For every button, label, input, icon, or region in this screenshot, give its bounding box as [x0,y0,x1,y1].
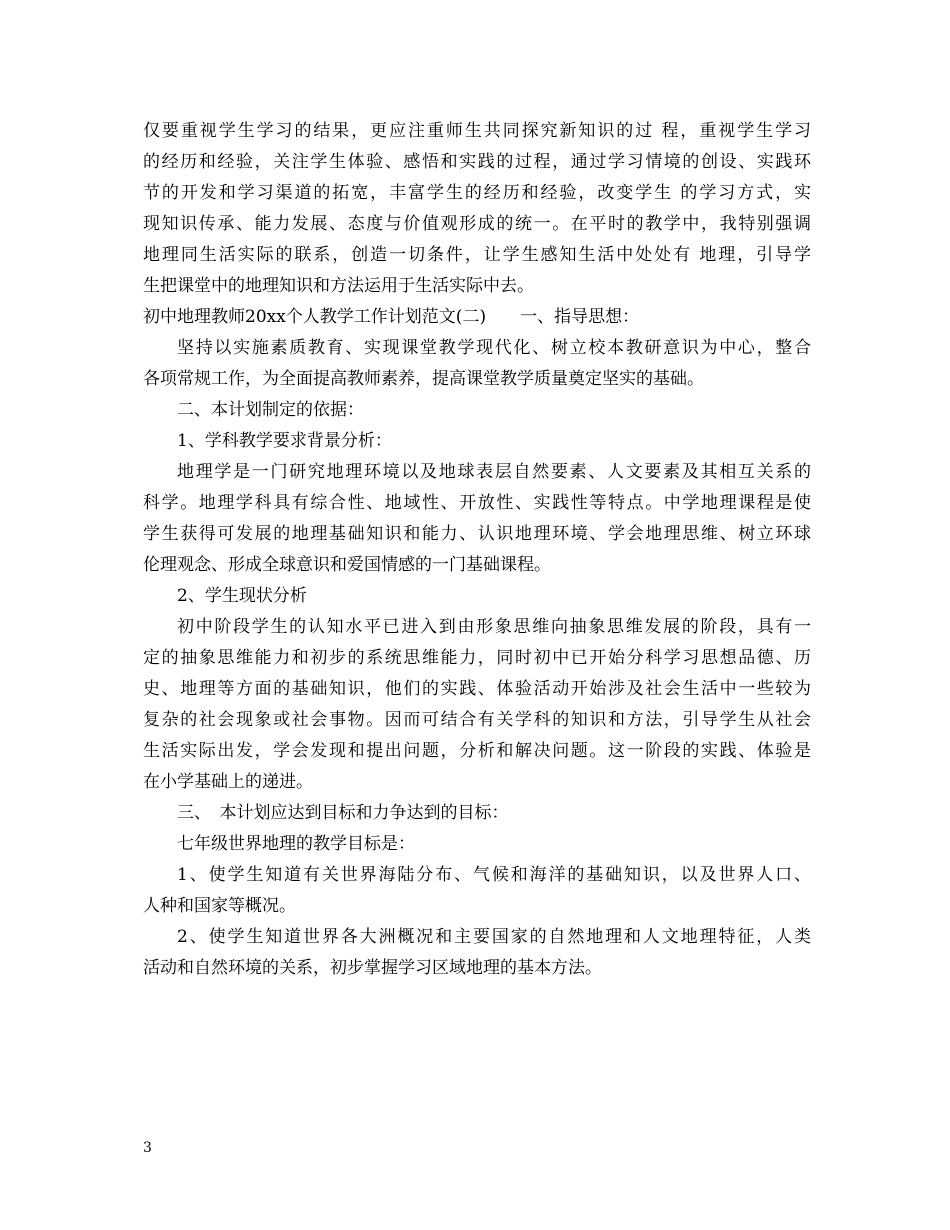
text-line: 定的抽象思维能力和初步的系统思维能力，同时初中已开始分科学习思想品德、历 [143,648,811,668]
page-number: 3 [143,1140,152,1156]
text-line: 伦理观念、形成全球意识和爱国情感的一门基础课程。 [143,555,551,575]
text-line: 地理同生活实际的联系，创造一切条件，让学生感知生活中处处有 地理，引导学 [143,245,811,265]
section-heading: 初中地理教师20xx个人教学工作计划范文(二) 一、指导思想： [143,307,640,327]
text-line: 活动和自然环境的关系，初步掌握学习区域地理的基本方法。 [143,958,602,978]
text-line: 初中阶段学生的认知水平已进入到由形象思维向抽象思维发展的阶段，具有一 [177,617,811,637]
text-line: 人种和国家等概况。 [143,896,296,916]
text-line: 在小学基础上的递进。 [143,772,313,792]
text-line: 生活实际出发，学会发现和提出问题，分析和解决问题。这一阶段的实践、体验是 [143,741,811,761]
text-line: 复杂的社会现象或社会事物。因而可结合有关学科的知识和方法，引导学生从社会 [143,710,811,730]
section-heading: 二、本计划制定的依据： [177,400,364,420]
text-line: 史、地理等方面的基础知识，他们的实践、体验活动开始涉及社会生活中一些较为 [143,679,811,699]
text-line: 地理学是一门研究地理环境以及地球表层自然要素、人文要素及其相互关系的 [177,462,811,482]
body-text [143,116,811,984]
text-line: 学生获得可发展的地理基础知识和能力、认识地理环境、学会地理思维、树立环球 [143,524,811,544]
subsection-heading: 1、学科教学要求背景分析： [177,431,392,451]
subsection-heading: 2、学生现状分析 [177,586,307,606]
text-line: 各项常规工作，为全面提高教师素养，提高课堂教学质量奠定坚实的基础。 [143,369,704,389]
text-line: 坚持以实施素质教育、实现课堂教学现代化、树立校本教研意识为中心，整合 [177,338,811,358]
text-line: 科学。地理学科具有综合性、地域性、开放性、实践性等特点。中学地理课程是使 [143,493,811,513]
text-line: 仅要重视学生学习的结果，更应注重师生共同探究新知识的过 程，重视学生学习 [143,121,811,141]
text-line: 生把课堂中的地理知识和方法运用于生活实际中去。 [143,276,534,296]
text-line: 节的开发和学习渠道的拓宽，丰富学生的经历和经验，改变学生 的学习方式，实 [143,183,811,203]
list-item: 1、使学生知道有关世界海陆分布、气候和海洋的基础知识，以及世界人口、 [177,865,811,885]
list-item: 2、使学生知道世界各大洲概况和主要国家的自然地理和人文地理特征，人类 [177,927,811,947]
text-line: 七年级世界地理的教学目标是： [177,834,415,854]
text-line: 现知识传承、能力发展、态度与价值观形成的统一。在平时的教学中，我特别强调 [143,214,811,234]
text-line: 的经历和经验，关注学生体验、感悟和实践的过程，通过学习情境的创设、实践环 [143,152,811,172]
section-heading: 三、 本计划应达到目标和力争达到的目标： [177,803,509,823]
